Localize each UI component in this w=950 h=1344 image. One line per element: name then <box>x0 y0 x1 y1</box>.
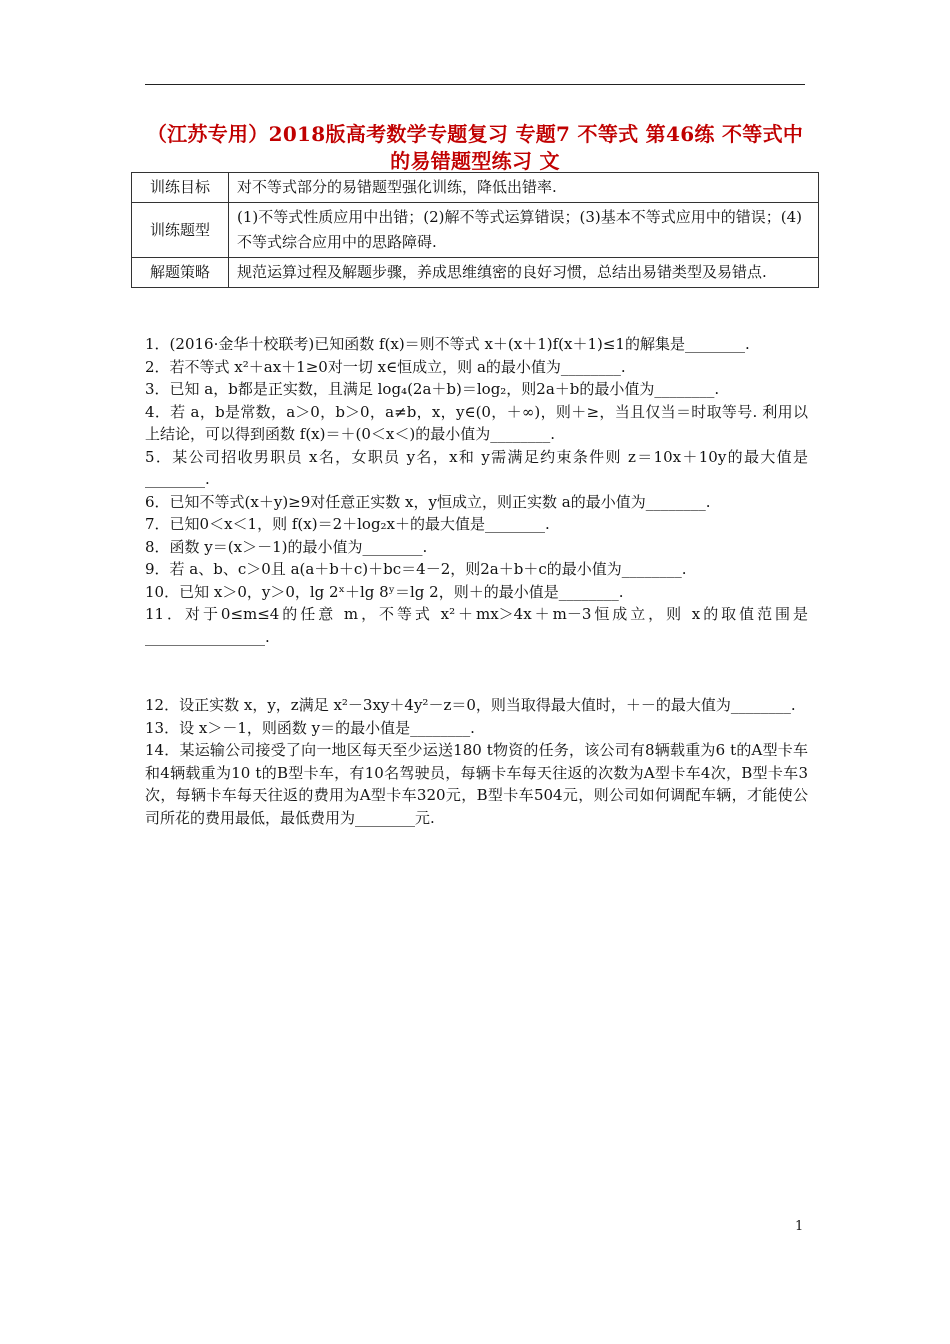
problem-item: 5．某公司招收男职员 x名，女职员 y名，x和 y需满足约束条件则 z＝10x＋10y的最大值是________. <box>145 447 808 488</box>
table-row <box>132 203 819 258</box>
row-label: 训练题型 <box>132 203 229 258</box>
problem-item: 3．已知 a，b都是正实数，且满足 log₄(2a＋b)＝log₂，则2a＋b的最小值为________. <box>145 380 720 398</box>
row-content: 规范运算过程及解题步骤，养成思维缜密的良好习惯，总结出易错类型及易错点. <box>229 258 819 288</box>
row-label: 解题策略 <box>132 258 229 288</box>
problem-item: 7．已知0＜x＜1，则 f(x)＝2＋log₂x＋的最大值是________. <box>145 515 550 533</box>
problem-item: 13．设 x＞－1，则函数 y＝的最小值是________. <box>145 718 475 737</box>
problem-item: 10．已知 x＞0，y＞0，lg 2ˣ＋lg 8ʸ＝lg 2，则＋的最小值是________. <box>145 582 624 601</box>
problem-item: 6．已知不等式(x＋y)≥9对任意正实数 x，y恒成立，则正实数 a的最小值为________. <box>145 492 711 511</box>
row-content: 对不等式部分的易错题型强化训练，降低出错率. <box>229 173 819 203</box>
problem-item: 1．(2016·金华十校联考)已知函数 f(x)＝则不等式 x＋(x＋1)f(x＋1)≤1的解集是________. <box>145 335 750 353</box>
problem-item: 8．函数 y＝(x＞－1)的最小值为________. <box>145 537 428 556</box>
problem-list <box>145 333 808 829</box>
table-row <box>132 258 819 288</box>
problem-item: 2．若不等式 x²＋ax＋1≥0对一切 x∈恒成立，则 a的最小值为________. <box>145 357 626 376</box>
problem-item: 9．若 a、b、c＞0且 a(a＋b＋c)＋bc＝4－2，则2a＋b＋c的最小值为________. <box>145 560 687 578</box>
training-info-table <box>131 172 819 288</box>
row-content: (1)不等式性质应用中出错；(2)解不等式运算错误；(3)基本不等式应用中的错误；(4)不等式综合应用中的思路障碍. <box>229 203 819 258</box>
header-rule <box>145 84 805 85</box>
row-label: 训练目标 <box>132 173 229 203</box>
page-number: 1 <box>795 1219 804 1234</box>
problem-item: 11．对于0≤m≤4的任意 m，不等式 x²＋mx＞4x＋m－3恒成立，则 x的取值范围是________________. <box>145 605 808 646</box>
problem-item: 14．某运输公司接受了向一地区每天至少运送180 t物资的任务，该公司有8辆载重为6 t的A型卡车和4辆载重为10 t的B型卡车，有10名驾驶员，每辆卡车每天往返的次数为A型卡车4次，B型卡车3次，每辆卡车每天往返的费用为A型卡车320元，B型卡车504元，则公司如何调配车辆，才能使公司所花的费用最低，最低费用为________元. <box>145 741 808 827</box>
problem-item: 12．设正实数 x，y，z满足 x²－3xy＋4y²－z＝0，则当取得最大值时，＋－的最大值为________. <box>145 696 796 714</box>
table-row <box>132 173 819 203</box>
problem-item: 4．若 a，b是常数，a＞0，b＞0，a≠b，x，y∈(0，＋∞)，则＋≥，当且仅当＝时取等号. 利用以上结论，可以得到函数 f(x)＝＋(0＜x＜)的最小值为________. <box>145 402 808 443</box>
page-title: （江苏专用）2018版高考数学专题复习 专题7 不等式 第46练 不等式中的易错题型练习 文 <box>146 122 804 173</box>
